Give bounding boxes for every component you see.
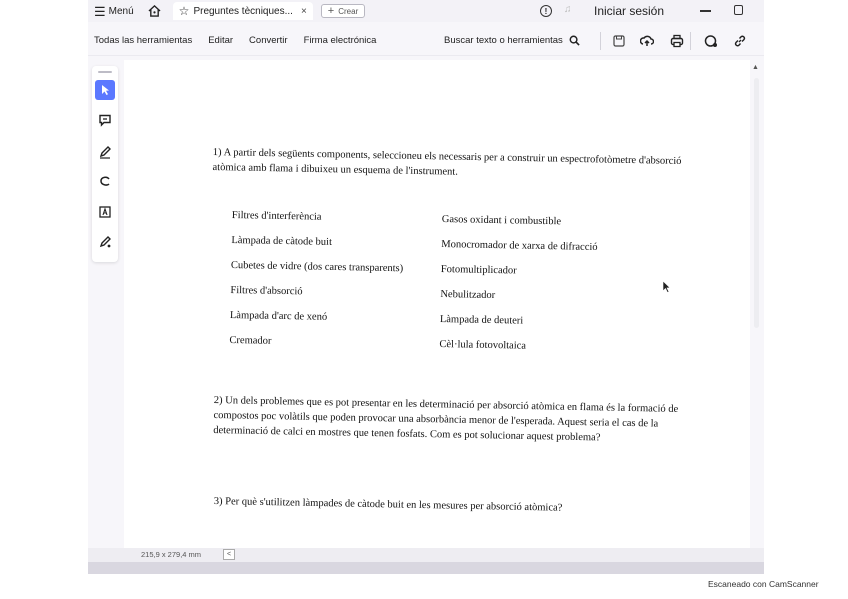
freehand-tool-button[interactable]	[95, 172, 115, 192]
document-viewport[interactable]	[124, 60, 750, 550]
comment-icon	[98, 113, 112, 127]
cursor-arrow-icon	[98, 83, 112, 97]
component-item: Nebulitzador	[440, 289, 496, 302]
create-label: Crear	[338, 6, 359, 16]
component-item: Cubetes de vidre (dos cares transparents)	[230, 259, 404, 275]
scroll-thumb[interactable]	[754, 78, 759, 328]
pdf-viewer-window	[88, 0, 764, 574]
question-2: 2) Un dels problemes que es pot presentar en les determinació per absorció atòmica en flama és la formació de compostos poc volàtils que poden provocar una absorbància menor de l'esperada. Aquest seria el cas de la determinació de calci en mostres que tenen fosfats. Com es pot solucionar aquest problema?	[213, 394, 679, 444]
menu-convert[interactable]: Convertir	[249, 35, 288, 46]
comment-tool-button[interactable]	[95, 110, 115, 130]
menu-edit[interactable]: Editar	[208, 35, 234, 46]
tool-rail	[92, 66, 118, 262]
sign-in-button[interactable]: Iniciar sesión	[594, 4, 665, 18]
maximize-icon[interactable]	[734, 5, 743, 15]
plus-icon: +	[327, 4, 335, 17]
stamp-icon	[98, 235, 112, 249]
squiggle-icon	[98, 175, 112, 189]
component-item: Filtres d'interferència	[231, 209, 322, 223]
toolbar-divider	[600, 32, 601, 50]
scroll-up-icon[interactable]: ▲	[752, 64, 759, 71]
menu-e-signature[interactable]: Firma electrónica	[303, 35, 377, 46]
menu-label: Menú	[108, 5, 134, 17]
home-icon[interactable]	[148, 5, 161, 17]
pdf-page	[124, 60, 750, 550]
component-item: Fotomultiplicador	[440, 264, 517, 277]
component-item: Cèl·lula fotovoltaica	[439, 339, 527, 352]
save-icon[interactable]	[612, 34, 626, 48]
vertical-scrollbar[interactable]	[752, 64, 760, 554]
text-box-icon	[98, 205, 112, 219]
collapse-left-icon[interactable]: <	[223, 549, 235, 560]
toolbar-divider	[690, 32, 691, 50]
print-icon[interactable]	[670, 34, 684, 48]
page-size-label: 215,9 x 279,4 mm	[141, 550, 202, 559]
component-item: Gasos oxidant i combustible	[441, 214, 562, 228]
component-item: Monocromador de xarxa de difracció	[441, 239, 598, 254]
pen-icon	[98, 145, 112, 159]
minimize-icon[interactable]	[700, 10, 711, 12]
title-bar	[88, 0, 764, 22]
components-right-column	[439, 212, 652, 366]
text-tool-button[interactable]	[95, 202, 115, 222]
link-icon[interactable]	[733, 34, 747, 48]
question-3: 3) Per què s'utilitzen làmpades de càtode buit en les mesures per absorció atòmica?	[213, 495, 563, 514]
tab-title: Preguntes tècniques...	[193, 5, 293, 17]
components-left-column	[229, 208, 442, 362]
bell-icon[interactable]: ♫	[564, 4, 572, 15]
menu-all-tools[interactable]: Todas las herramientas	[94, 35, 193, 46]
close-tab-icon[interactable]: ×	[300, 5, 307, 17]
draw-tool-button[interactable]	[95, 142, 115, 162]
rail-grip[interactable]	[98, 71, 112, 73]
scanner-watermark: Escaneado con CamScanner	[708, 579, 819, 589]
component-item: Làmpada de deuteri	[439, 314, 524, 327]
search-tools-label: Buscar texto o herramientas	[444, 35, 563, 46]
search-icon	[569, 35, 580, 46]
star-icon[interactable]: ☆	[178, 4, 190, 18]
question-1: 1) A partir dels següents components, seleccioneu els necessaris per a construir un espectrofotòmetre d'absorció atòmica amb flama i dibuixeu un esquema de l'instrument.	[212, 146, 682, 178]
upload-cloud-icon[interactable]	[640, 34, 654, 48]
menu-button[interactable]	[94, 5, 134, 18]
document-tab[interactable]	[173, 2, 313, 20]
component-item: Làmpada d'arc de xenó	[229, 309, 328, 323]
component-item: Filtres d'absorció	[230, 284, 303, 298]
component-item: Cremador	[229, 334, 272, 347]
components-list	[229, 208, 652, 352]
main-toolbar	[88, 26, 764, 56]
help-icon[interactable]: !	[540, 5, 552, 17]
search-tools-button[interactable]	[444, 35, 580, 46]
stamp-tool-button[interactable]	[95, 232, 115, 252]
mouse-pointer-icon	[662, 280, 671, 293]
hamburger-icon: ☰	[94, 3, 106, 19]
ai-assistant-icon[interactable]	[704, 34, 718, 48]
component-item: Làmpada de càtode buit	[231, 234, 333, 248]
taskbar	[88, 562, 764, 574]
create-button[interactable]	[321, 4, 365, 18]
select-tool-button[interactable]	[95, 80, 115, 100]
